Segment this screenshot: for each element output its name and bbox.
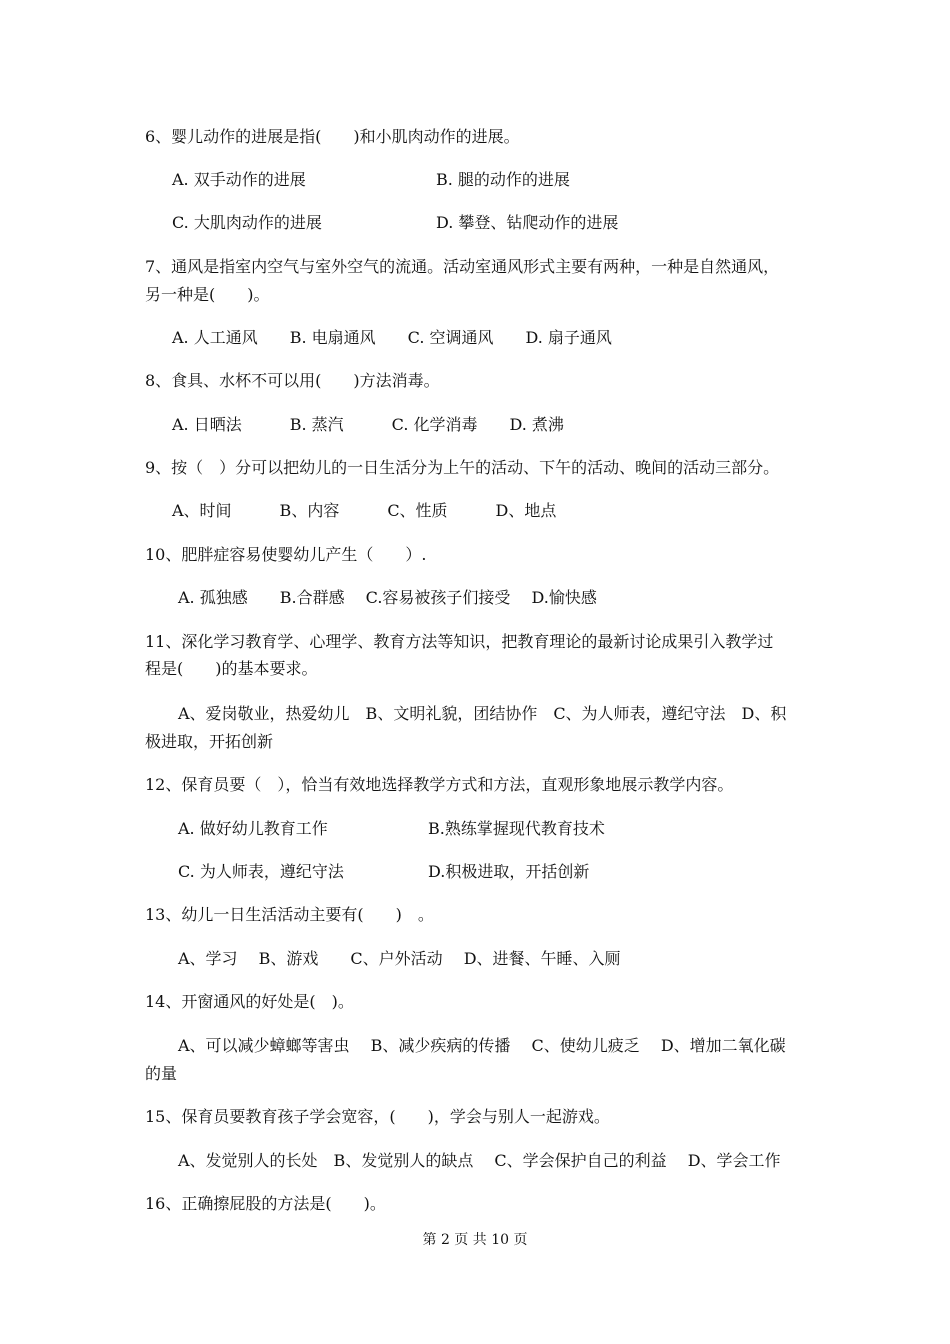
question-10-options: A. 孤独感 B.合群感 C.容易被孩子们接受 D.愉快感 (178, 588, 597, 607)
question-6-option-a: A. 双手动作的进展 (172, 170, 306, 189)
question-6-option-d: D. 攀登、钻爬动作的进展 (436, 213, 619, 232)
question-13-options: A、学习 B、游戏 C、户外活动 D、进餐、午睡、入厕 (178, 949, 621, 968)
page-footer: 第 2 页 共 10 页 (422, 1232, 528, 1248)
question-6-stem: 6、婴儿动作的进展是指( )和小肌肉动作的进展。 (145, 127, 520, 146)
question-6-option-c: C. 大肌肉动作的进展 (172, 213, 322, 232)
question-7-options: A. 人工通风 B. 电扇通风 C. 空调通风 D. 扇子通风 (172, 328, 612, 347)
question-12-option-c: C. 为人师表，遵纪守法 (178, 862, 344, 881)
question-11-options-line-2: 极进取，开拓创新 (145, 732, 274, 751)
question-14-stem: 14、开窗通风的好处是( )。 (145, 992, 354, 1011)
question-7-stem-line-2: 另一种是( )。 (145, 285, 270, 304)
question-8-options: A. 日晒法 B. 蒸汽 C. 化学消毒 D. 煮沸 (172, 415, 564, 434)
question-9-stem: 9、按（ ）分可以把幼儿的一日生活分为上午的活动、下午的活动、晚间的活动三部分。 (145, 458, 780, 477)
question-7-stem-line-1: 7、通风是指室内空气与室外空气的流通。活动室通风形式主要有两种，一种是自然通风， (145, 257, 780, 276)
question-9-options: A、时间 B、内容 C、性质 D、地点 (172, 501, 557, 520)
question-11-stem-line-1: 11、深化学习教育学、心理学、教育方法等知识，把教育理论的最新讨论成果引入教学过 (145, 632, 774, 651)
question-14-options-line-2: 的量 (145, 1064, 178, 1083)
question-12-stem: 12、保育员要（ ），恰当有效地选择教学方式和方法，直观形象地展示教学内容。 (145, 775, 734, 794)
question-10-stem: 10、肥胖症容易使婴幼儿产生（ ）. (145, 545, 427, 564)
question-12-option-b: B.熟练掌握现代教育技术 (428, 819, 605, 838)
question-11-stem-line-2: 程是( )的基本要求。 (145, 659, 318, 678)
question-13-stem: 13、幼儿一日生活活动主要有( ) 。 (145, 905, 434, 924)
question-8-stem: 8、食具、水杯不可以用( )方法消毒。 (145, 371, 440, 390)
question-16-stem: 16、正确擦屁股的方法是( )。 (145, 1194, 386, 1213)
question-11-options-line-1: A、爱岗敬业，热爱幼儿 B、文明礼貌，团结协作 C、为人师表，遵纪守法 D、积 (178, 704, 787, 723)
question-14-options-line-1: A、可以减少蟑螂等害虫 B、减少疾病的传播 C、使幼儿疲乏 D、增加二氧化碳 (178, 1036, 786, 1055)
question-6-option-b: B. 腿的动作的进展 (436, 170, 570, 189)
question-12-option-d: D.积极进取，开括创新 (428, 862, 590, 881)
question-12-option-a: A. 做好幼儿教育工作 (178, 819, 328, 838)
question-15-options: A、发觉别人的长处 B、发觉别人的缺点 C、学会保护自己的利益 D、学会工作 (178, 1151, 781, 1170)
question-15-stem: 15、保育员要教育孩子学会宽容，( )，学会与别人一起游戏。 (145, 1107, 610, 1126)
